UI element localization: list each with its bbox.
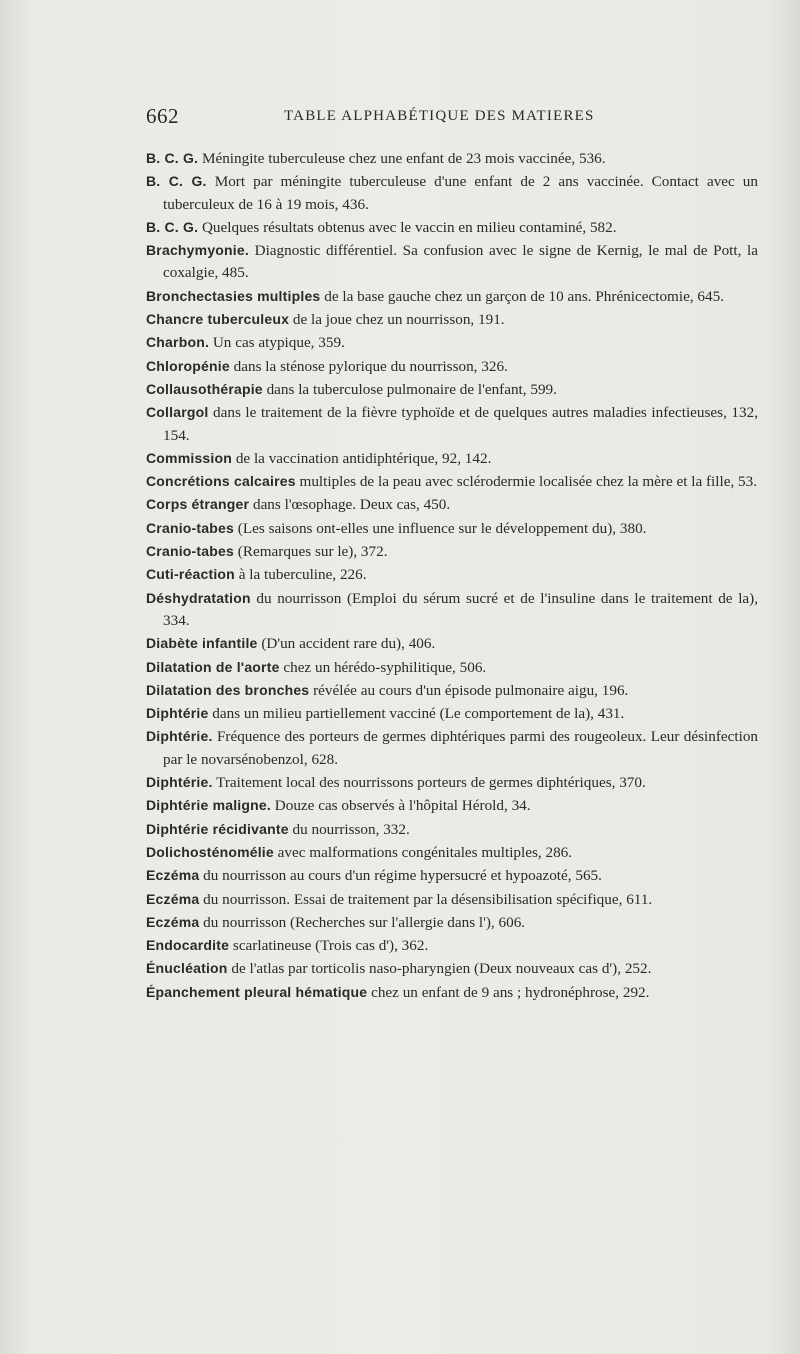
index-entry — [146, 794, 758, 817]
entry-headword: Cranio-tabes — [146, 543, 234, 560]
index-entry — [146, 864, 758, 887]
index-entry — [146, 401, 758, 447]
entry-headword: Dolichosténomélie — [146, 843, 274, 860]
entry-text: révélée au cours d'un épisode pulmonaire aigu, 196. — [313, 681, 629, 699]
index-entry — [146, 656, 758, 679]
entry-headword: B. C. G. — [146, 218, 199, 235]
entry-headword: Eczéma — [146, 913, 200, 930]
entry-text: Quelques résultats obtenus avec le vaccin en milieu contaminé, 582. — [201, 218, 617, 236]
index-entry-list — [146, 147, 758, 1004]
entry-headword: Concrétions calcaires — [146, 473, 296, 490]
entry-headword: Diabète infantile — [146, 635, 258, 652]
index-entry — [146, 378, 758, 401]
entry-headword: Eczéma — [146, 890, 200, 907]
index-entry — [146, 632, 758, 655]
index-entry — [146, 308, 758, 331]
index-entry — [146, 517, 758, 540]
entry-text: dans l'œsophage. Deux cas, 450. — [252, 496, 451, 514]
entry-text: (D'un accident rare du), 406. — [261, 635, 436, 653]
entry-text: dans la sténose pylorique du nourrisson, 326. — [233, 357, 508, 375]
index-entry — [146, 239, 758, 285]
entry-headword: Brachymyonie. — [146, 242, 249, 259]
index-entry — [146, 888, 758, 911]
index-entry — [146, 470, 758, 493]
entry-headword: Chancre tuberculeux — [146, 311, 290, 328]
entry-text: à la tuberculine, 226. — [238, 566, 367, 584]
entry-headword: Diphtérie récidivante — [146, 820, 289, 837]
index-entry — [146, 771, 758, 794]
index-entry — [146, 493, 758, 516]
index-entry — [146, 563, 758, 586]
index-entry — [146, 170, 758, 216]
index-entry — [146, 957, 758, 980]
entry-headword: Endocardite — [146, 937, 230, 954]
entry-text: Mort par méningite tuberculeuse d'une enfant de 2 ans vaccinée. Contact avec un tuberculeux de 16 à 19 mois, 436. — [163, 173, 758, 213]
entry-text: (Les saisons ont-elles une influence sur le développement du), 380. — [237, 519, 647, 537]
entry-headword: Corps étranger — [146, 496, 250, 513]
entry-text: Traitement local des nourrissons porteurs de germes diphtériques, 370. — [216, 774, 646, 792]
entry-text: du nourrisson. Essai de traitement par la désensibilisation spécifique, 611. — [203, 890, 653, 908]
entry-text: de la joue chez un nourrisson, 191. — [292, 311, 505, 329]
entry-text: chez un hérédo-syphilitique, 506. — [283, 658, 487, 676]
entry-headword: Bronchectasies multiples — [146, 287, 321, 304]
index-entry — [146, 725, 758, 771]
index-entry — [146, 679, 758, 702]
entry-headword: Collausothérapie — [146, 380, 263, 397]
index-entry — [146, 540, 758, 563]
index-entry — [146, 911, 758, 934]
entry-text: multiples de la peau avec sclérodermie localisée chez la mère et la fille, 53. — [299, 473, 758, 491]
entry-text: Un cas atypique, 359. — [212, 334, 345, 352]
index-entry — [146, 702, 758, 725]
index-entry — [146, 841, 758, 864]
entry-text: scarlatineuse (Trois cas d'), 362. — [232, 937, 429, 955]
entry-text: dans la tuberculose pulmonaire de l'enfant, 599. — [266, 380, 557, 398]
entry-text: de la vaccination antidiphtérique, 92, 142. — [235, 449, 492, 467]
entry-headword: Commission — [146, 449, 233, 466]
entry-headword: Eczéma — [146, 867, 200, 884]
entry-text: chez un enfant de 9 ans ; hydronéphrose, 292. — [371, 983, 650, 1001]
entry-headword: Diphtérie. — [146, 728, 213, 745]
entry-headword: Collargol — [146, 404, 209, 421]
entry-headword: Énucléation — [146, 960, 228, 977]
entry-text: Diagnostic différentiel. Sa confusion avec le signe de Kernig, le mal de Pott, la coxalgie, 485. — [163, 242, 758, 282]
entry-text: Fréquence des porteurs de germes diphtériques parmi des rougeoleux. Leur désinfection par le novarsénobenzol, 628. — [163, 728, 759, 768]
entry-text: du nourrisson (Emploi du sérum sucré et de l'insuline dans le traitement de la), 334. — [163, 589, 759, 629]
index-entry — [146, 818, 758, 841]
index-entry — [146, 285, 758, 308]
entry-headword: B. C. G. — [146, 173, 207, 190]
entry-headword: Dilatation des bronches — [146, 681, 310, 698]
entry-text: dans un milieu partiellement vacciné (Le comportement de la), 431. — [212, 705, 625, 723]
index-entry — [146, 331, 758, 354]
entry-text: du nourrisson (Recherches sur l'allergie dans l'), 606. — [203, 913, 526, 931]
entry-text: du nourrisson, 332. — [292, 820, 410, 838]
entry-headword: Épanchement pleural hématique — [146, 983, 368, 1000]
index-entry — [146, 355, 758, 378]
index-entry — [146, 447, 758, 470]
page-number: 662 — [146, 104, 179, 128]
page-header — [146, 104, 766, 130]
index-entry — [146, 216, 758, 239]
entry-headword: Dilatation de l'aorte — [146, 658, 280, 675]
entry-headword: Diphtérie — [146, 705, 209, 722]
running-title: TABLE ALPHABÉTIQUE DES MATIERES — [284, 108, 595, 124]
entry-headword: Chloropénie — [146, 357, 230, 374]
entry-headword: Charbon. — [146, 334, 210, 351]
entry-text: du nourrisson au cours d'un régime hypersucré et hypoazoté, 565. — [203, 867, 602, 885]
entry-headword: Cuti-réaction — [146, 566, 235, 583]
entry-headword: Diphtérie. — [146, 774, 213, 791]
entry-headword: B. C. G. — [146, 150, 199, 166]
entry-text: dans le traitement de la fièvre typhoïde et de quelques autres maladies infectieuses, 132, 154. — [163, 404, 759, 444]
index-entry — [146, 147, 758, 170]
entry-headword: Déshydratation — [146, 589, 251, 606]
index-entry — [146, 587, 758, 633]
entry-text: Méningite tuberculeuse chez une enfant de 23 mois vaccinée, 536. — [201, 150, 606, 167]
entry-text: (Remarques sur le), 372. — [237, 543, 388, 561]
entry-text: de l'atlas par torticolis naso-pharyngien (Deux nouveaux cas d'), 252. — [231, 960, 652, 978]
entry-headword: Cranio-tabes — [146, 519, 234, 536]
entry-text: de la base gauche chez un garçon de 10 ans. Phrénicectomie, 645. — [324, 287, 724, 305]
index-entry — [146, 934, 758, 957]
index-entry — [146, 981, 758, 1004]
entry-text: Douze cas observés à l'hôpital Hérold, 34. — [274, 797, 531, 815]
entry-headword: Diphtérie maligne. — [146, 797, 271, 814]
entry-text: avec malformations congénitales multiples, 286. — [277, 843, 573, 861]
